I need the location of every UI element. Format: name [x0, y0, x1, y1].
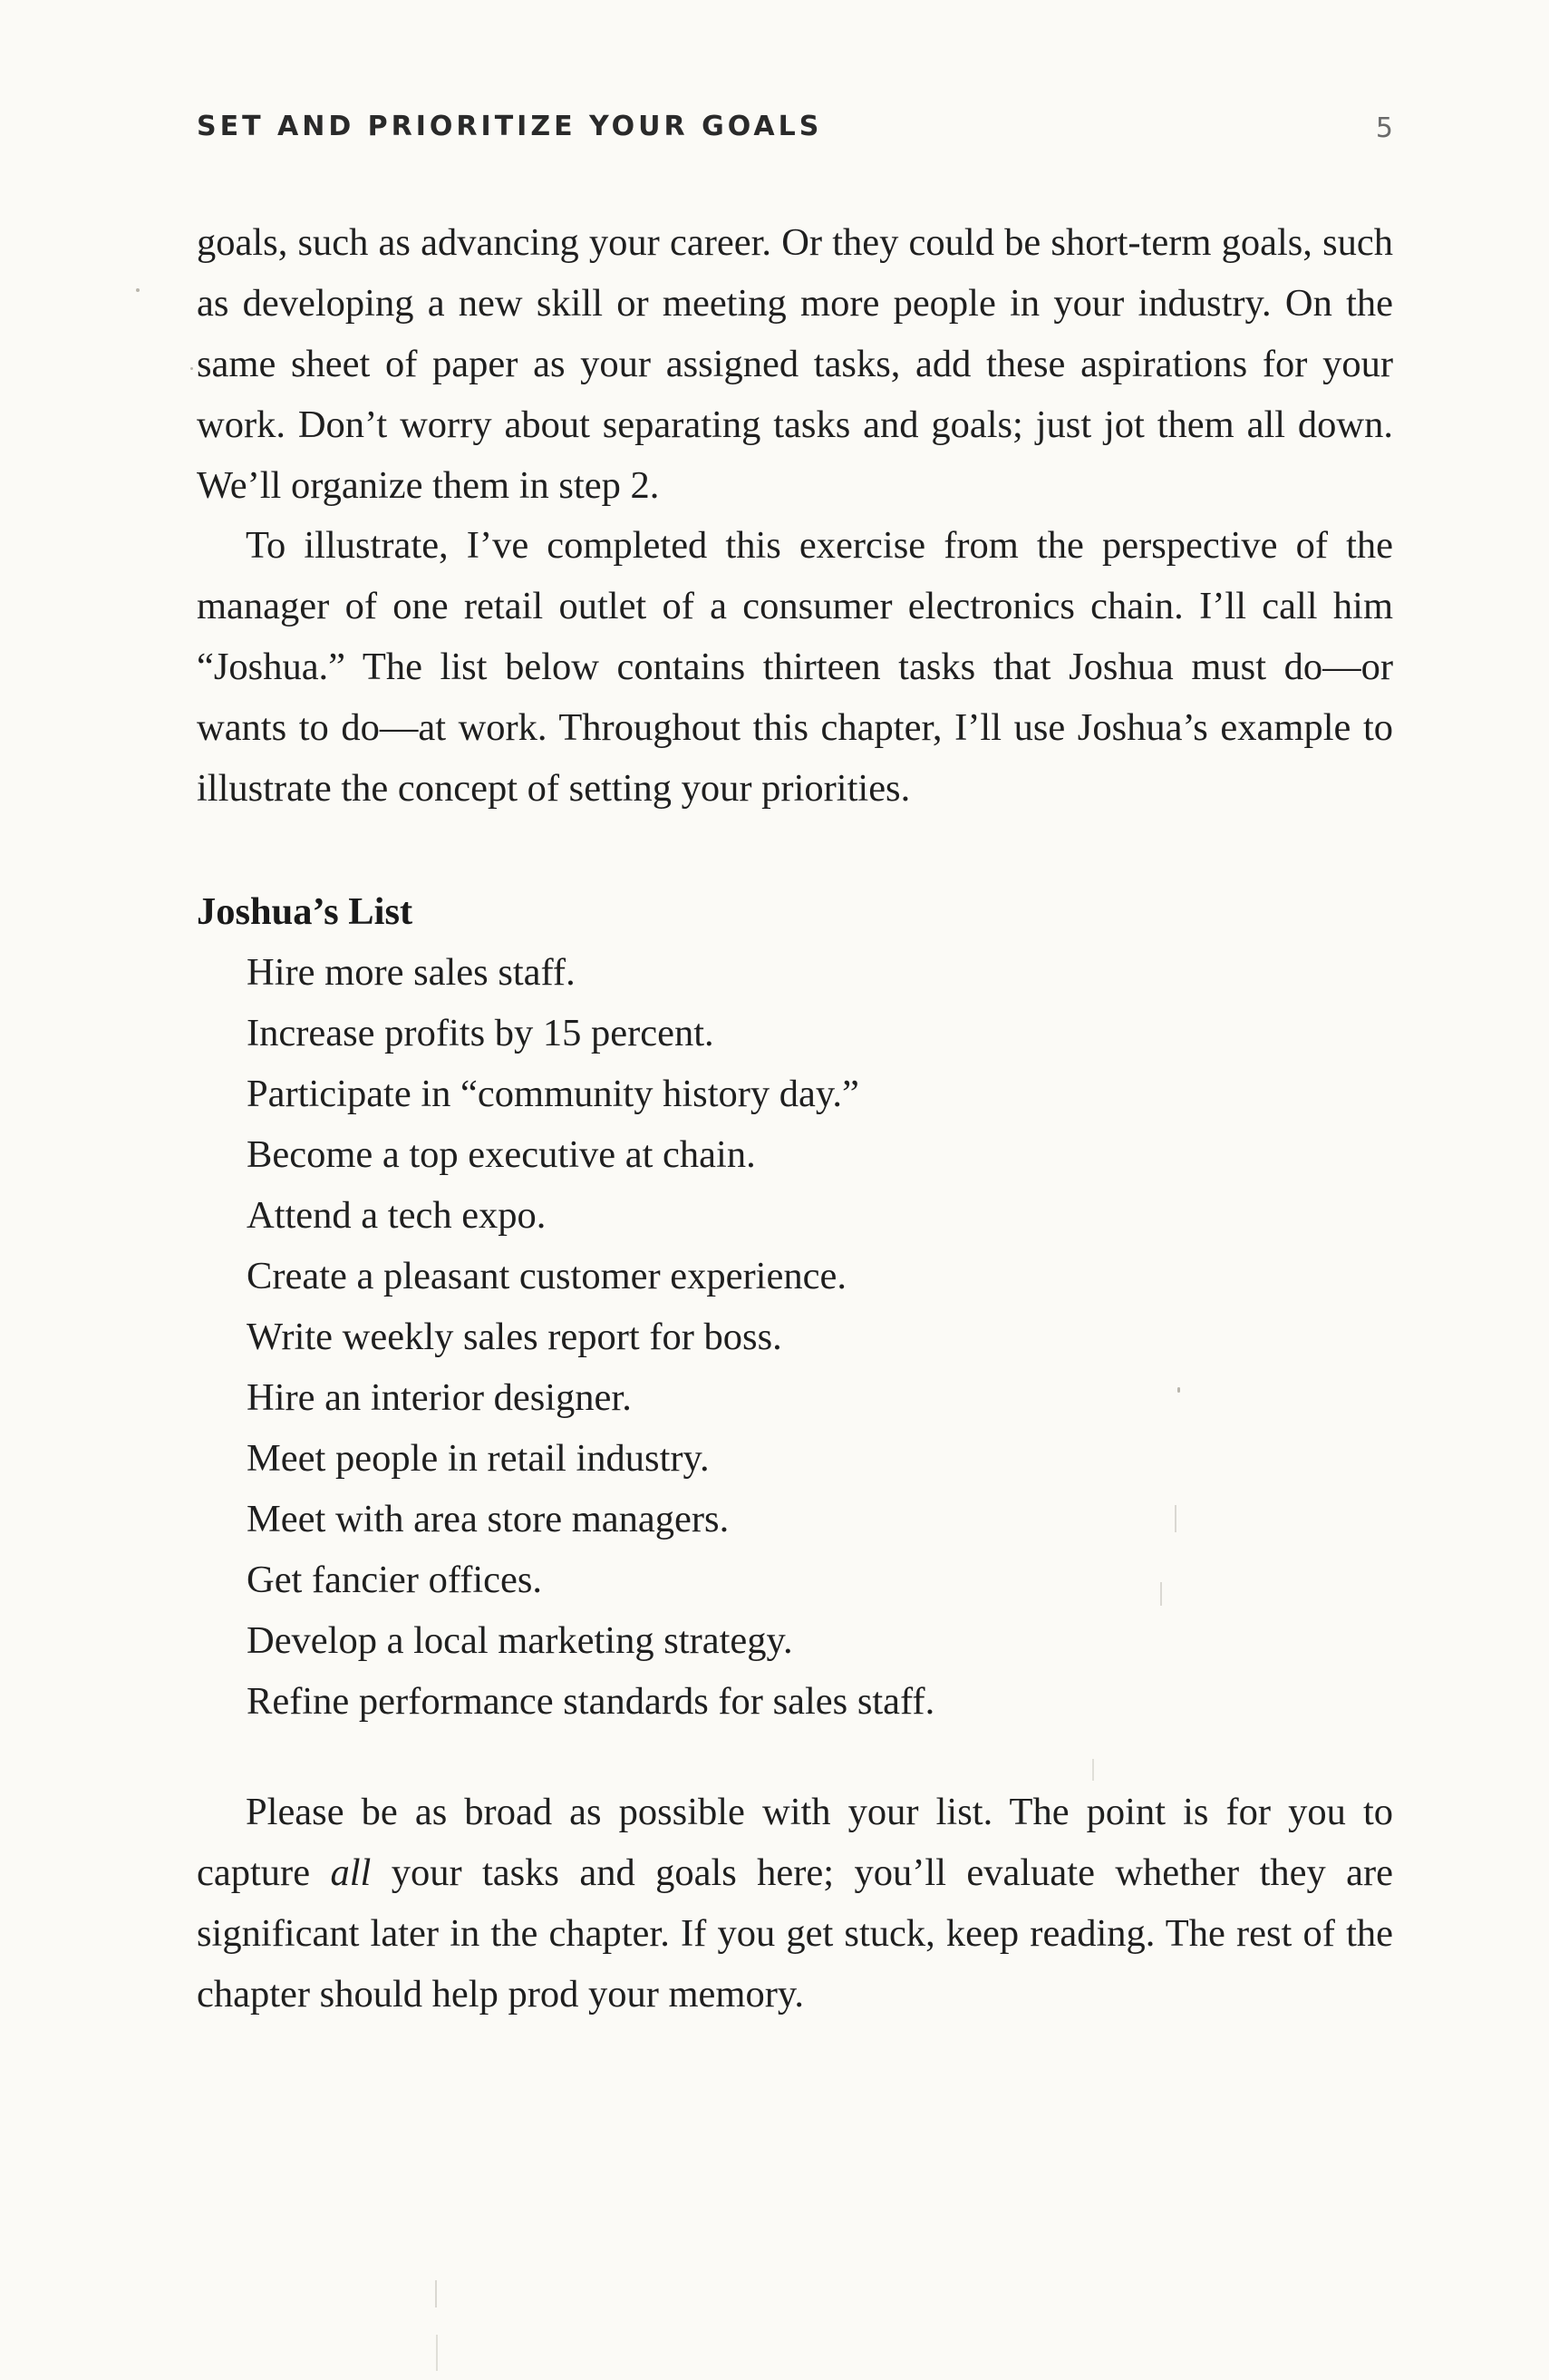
- list-item: Attend a tech expo.: [247, 1194, 547, 1237]
- scan-speck: [1175, 1505, 1176, 1532]
- scan-speck: [190, 367, 193, 370]
- list-item: Hire more sales staff.: [247, 951, 576, 994]
- list-item: Meet people in retail industry.: [247, 1437, 710, 1480]
- scan-speck: [1177, 1387, 1180, 1393]
- paragraph-3-text-end: your tasks and goals here; you’ll evaluate whether they are significant later in the chapter. If you get stuck, keep reading. The rest of the chapter should help prod your memory.: [197, 1851, 1393, 2016]
- list-item: Become a top executive at chain.: [247, 1133, 756, 1176]
- scan-speck: [1160, 1582, 1162, 1606]
- list-item: Increase profits by 15 percent.: [247, 1012, 714, 1054]
- body-paragraph-1: goals, such as advancing your career. Or they could be short-term goals, such as developing a new skill or meeting more people in your industry. On the same sheet of paper as your assigned tasks, add these aspirations for your work. Don’t worry about separating tasks and goals; just jot them all down. We’ll organize them in step 2.: [197, 221, 1393, 507]
- list-item: Participate in “community history day.”: [247, 1073, 859, 1115]
- paragraph-3-text-start: Please be as broad as possible with your list. The point is for you to capture: [197, 1791, 1393, 1894]
- list-item: Meet with area store managers.: [247, 1498, 730, 1540]
- list-item: Hire an interior designer.: [247, 1376, 632, 1419]
- list-item: Get fancier offices.: [247, 1559, 543, 1601]
- scan-speck: [436, 2335, 438, 2371]
- body-paragraph-2: To illustrate, I’ve completed this exercise from the perspective of the manager of one retail outlet of a consumer electronics chain. I’ll call him “Joshua.” The list below contains thirteen tasks that Joshua must do—or wants to do—at work. Throughout this chapter, I’ll use Joshua’s example to illustrate the concept of setting your priorities.: [197, 524, 1393, 810]
- list-item: Refine performance standards for sales staff.: [247, 1680, 935, 1723]
- emphasis-all: all: [330, 1851, 372, 1894]
- scan-speck: [1092, 1759, 1094, 1781]
- running-header-title: SET AND PRIORITIZE YOUR GOALS: [197, 111, 823, 142]
- page-number: 5: [1375, 112, 1393, 144]
- joshuas-list-title: Joshua’s List: [197, 890, 413, 933]
- scan-speck: [435, 2280, 437, 2307]
- list-item: Develop a local marketing strategy.: [247, 1619, 793, 1662]
- body-paragraph-3: [197, 1782, 1393, 2025]
- list-item: Write weekly sales report for boss.: [247, 1316, 782, 1358]
- list-item: Create a pleasant customer experience.: [247, 1255, 847, 1297]
- scan-speck: [136, 288, 140, 292]
- joshuas-task-list: [247, 942, 934, 1732]
